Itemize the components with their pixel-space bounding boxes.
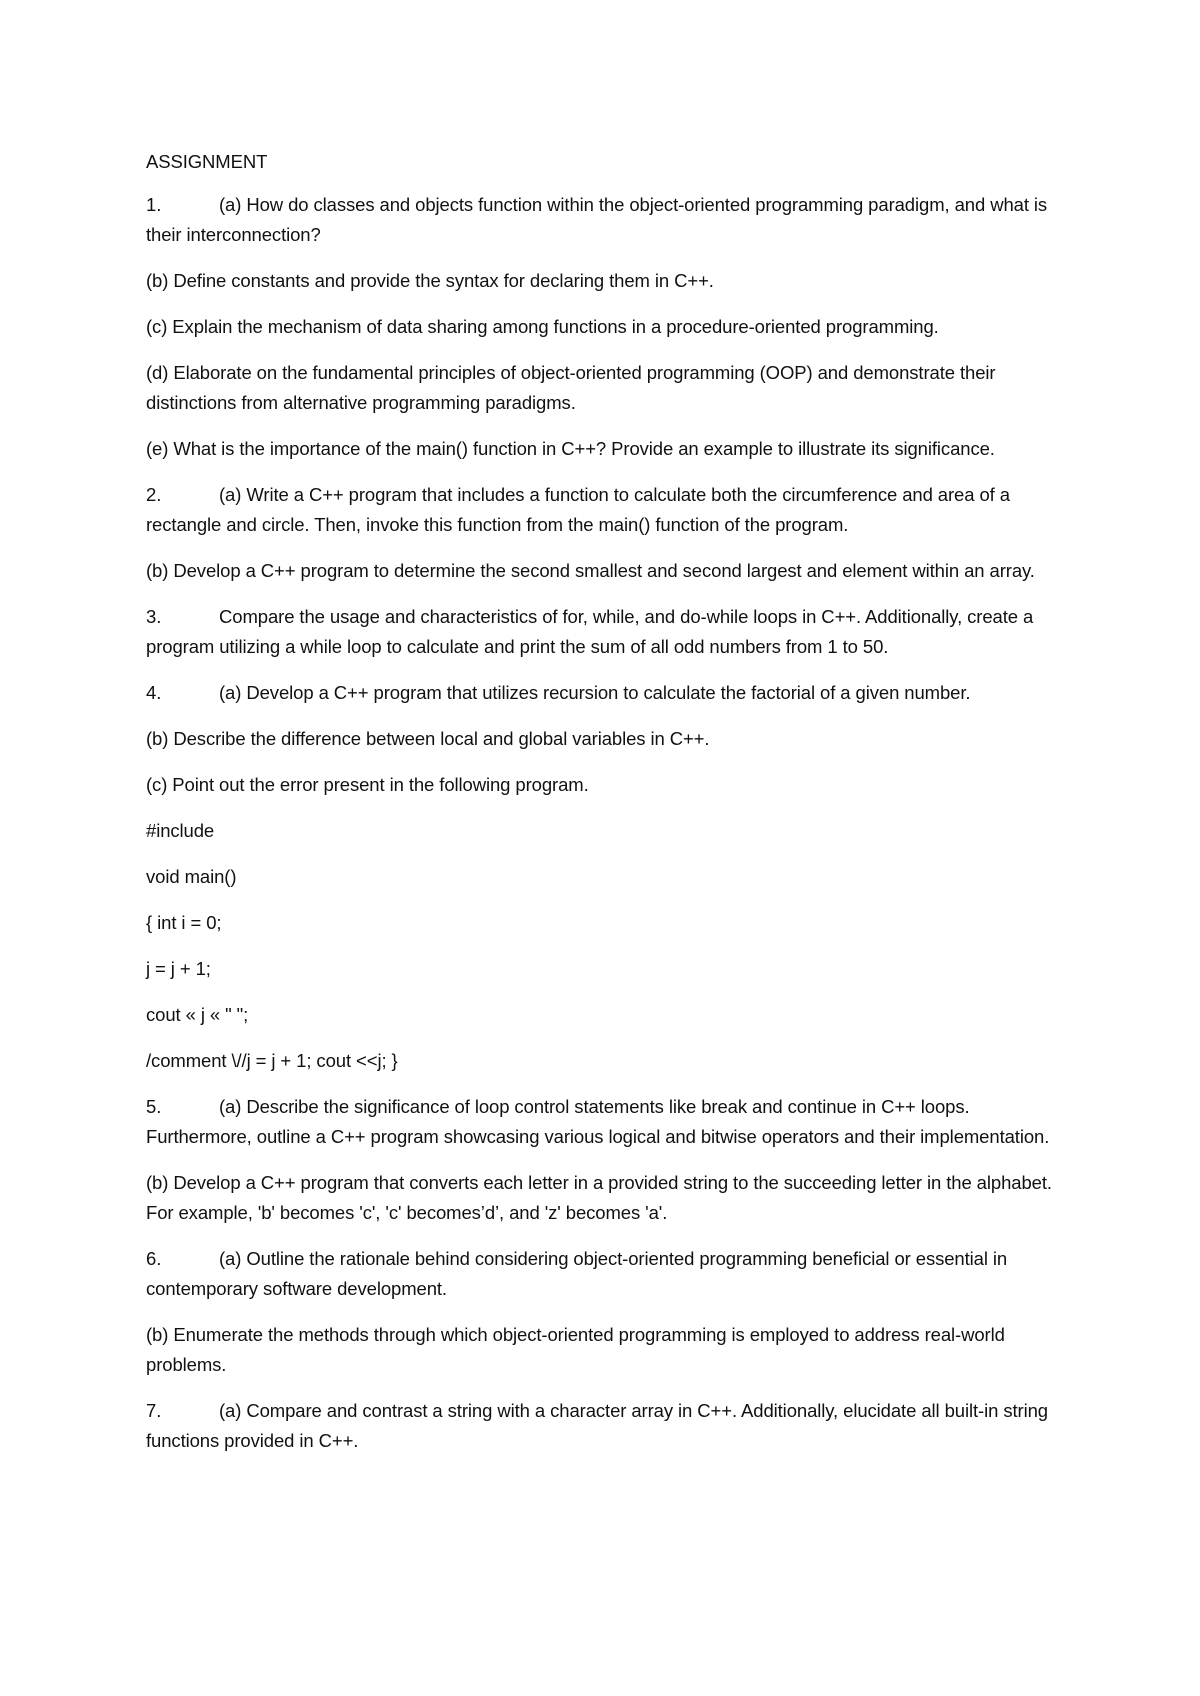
question-text: (a) Describe the significance of loop control statements like break and continue in C++ loops. Furthermore, outline a C++ program showcasing various logical and bitwise operators and their implementation. [146,1096,1050,1147]
question-number: 2. [146,484,162,505]
question-2a [146,480,1066,540]
question-1e: (e) What is the importance of the main() function in C++? Provide an example to illustrate its significance. [146,438,995,459]
question-number: 7. [146,1400,162,1421]
question-number: 5. [146,1096,162,1117]
code-line: /comment \//j = j + 1; cout <<j; } [146,1050,398,1071]
document-title: ASSIGNMENT [146,151,268,172]
question-text: (a) Develop a C++ program that utilizes recursion to calculate the factorial of a given number. [219,682,971,703]
document-page [146,147,1066,1472]
code-line: void main() [146,866,237,887]
question-3 [146,602,1066,662]
question-4a [146,678,1066,708]
question-2b: (b) Develop a C++ program to determine the second smallest and second largest and element within an array. [146,560,1035,581]
question-5b: (b) Develop a C++ program that converts each letter in a provided string to the succeeding letter in the alphabet. For example, 'b' becomes 'c', 'c' becomes’d’, and 'z' becomes 'a'. [146,1172,1052,1223]
question-4b: (b) Describe the difference between local and global variables in C++. [146,728,710,749]
question-text: (a) Write a C++ program that includes a function to calculate both the circumference and area of a rectangle and circle. Then, invoke this function from the main() function of the program. [146,484,1010,535]
question-5a [146,1092,1066,1152]
question-6b: (b) Enumerate the methods through which object-oriented programming is employed to address real-world problems. [146,1324,1005,1375]
code-line: j = j + 1; [146,958,211,979]
question-1a [146,190,1066,250]
question-1b: (b) Define constants and provide the syntax for declaring them in C++. [146,270,714,291]
question-7a [146,1396,1066,1456]
question-text: (a) Compare and contrast a string with a character array in C++. Additionally, elucidate all built-in string functions provided in C++. [146,1400,1048,1451]
code-line: cout « j « " "; [146,1004,249,1025]
question-number: 1. [146,194,162,215]
question-6a [146,1244,1066,1304]
question-text: Compare the usage and characteristics of for, while, and do-while loops in C++. Additionally, create a program utilizing a while loop to calculate and print the sum of all odd numbers from 1 to 50. [146,606,1034,657]
question-number: 3. [146,606,162,627]
question-4c: (c) Point out the error present in the following program. [146,774,589,795]
question-number: 6. [146,1248,162,1269]
code-line: { int i = 0; [146,912,222,933]
question-text: (a) Outline the rationale behind considering object-oriented programming beneficial or essential in contemporary software development. [146,1248,1008,1299]
question-number: 4. [146,682,162,703]
question-1c: (c) Explain the mechanism of data sharing among functions in a procedure-oriented programming. [146,316,939,337]
question-1d: (d) Elaborate on the fundamental principles of object-oriented programming (OOP) and demonstrate their distinctions from alternative programming paradigms. [146,362,996,413]
code-line: #include [146,820,215,841]
question-text: (a) How do classes and objects function within the object-oriented programming paradigm, and what is their interconnection? [146,194,1048,245]
